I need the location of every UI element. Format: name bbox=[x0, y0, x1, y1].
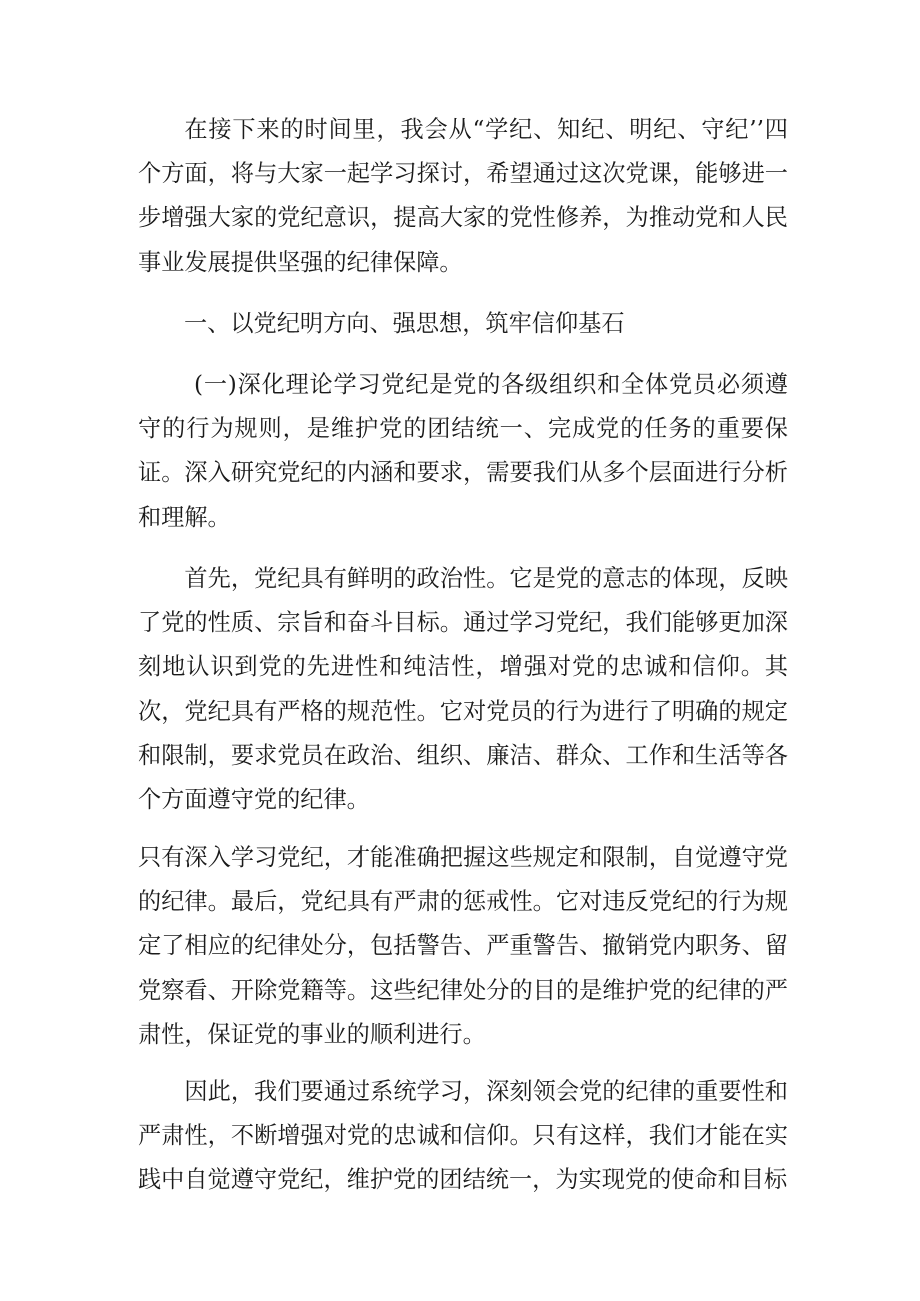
paragraph-firstly: 首先，党纪具有鲜明的政治性。它是党的意志的体现，反映了党的性质、宗旨和奋斗目标。通过学习党纪，我们能够更加深刻地认识到党的先进性和纯洁性，增强对党的忠诚和信仰。其次，党纪具有严格的规范性。它对党员的行为进行了明确的规定和限制，要求党员在政治、组织、廉洁、群众、工作和生活等各个方面遵守党的纪律。 bbox=[138, 565, 788, 814]
paragraph-finally: 只有深入学习党纪，才能准确把握这些规定和限制，自觉遵守党的纪律。最后，党纪具有严肃的惩戒性。它对违反党纪的行为规定了相应的纪律处分，包括警告、严重警告、撤销党内职务、留党察看、开除党籍等。这些纪律处分的目的是维护党的纪律的严肃性，保证党的事业的顺利进行。 bbox=[138, 844, 788, 1048]
paragraph-therefore: 因此，我们要通过系统学习，深刻领会党的纪律的重要性和严肃性，不断增强对党的忠诚和信仰。只有这样，我们才能在实践中自觉遵守党纪，维护党的团结统一，为实现党的使命和目标 bbox=[138, 1078, 788, 1194]
paragraph-subsection-1: (一)深化理论学习党纪是党的各级组织和全体党员必须遵守的行为规则，是维护党的团结统一、完成党的任务的重要保证。深入研究党纪的内涵和要求，需要我们从多个层面进行分析和理解。 bbox=[138, 371, 788, 531]
section-heading-1: 一、以党纪明方向、强思想，筑牢信仰基石 bbox=[184, 310, 625, 337]
paragraph-intro: 在接下来的时间里，我会从“学纪、知纪、明纪、守纪’’四个方面，将与大家一起学习探讨，希望通过这次党课，能够进一步增强大家的党纪意识，提高大家的党性修养，为推动党和人民事业发展提供坚强的纪律保障。 bbox=[138, 116, 788, 276]
